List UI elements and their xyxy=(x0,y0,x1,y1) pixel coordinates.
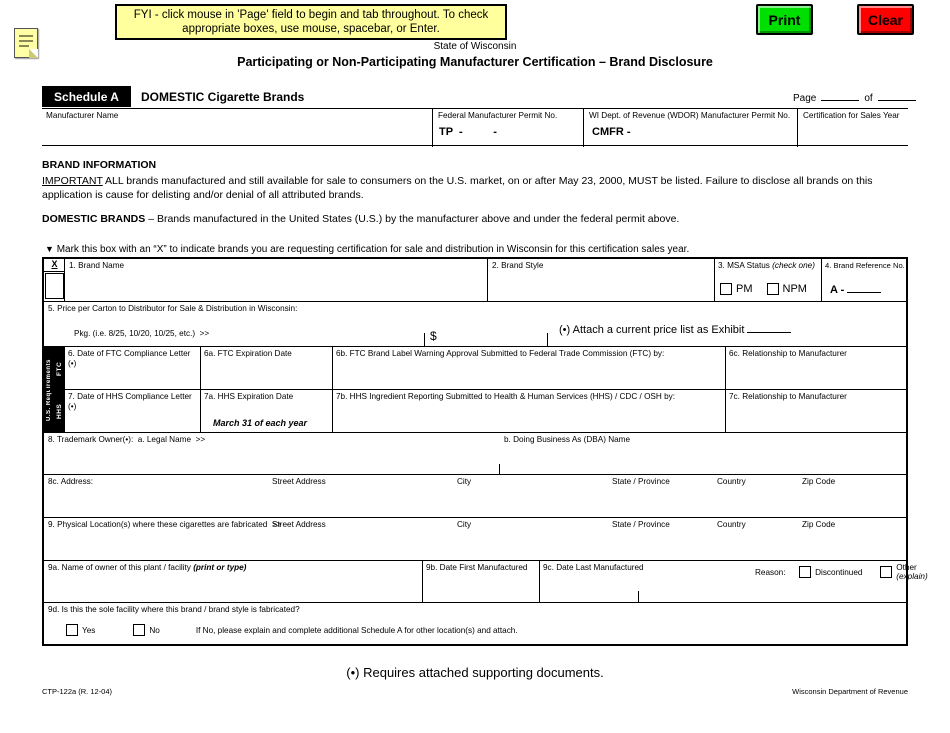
ftc-date-field[interactable] xyxy=(65,347,200,390)
price-field[interactable] xyxy=(434,329,544,344)
sole-facility-row xyxy=(44,603,906,644)
brand-ref-value xyxy=(830,282,881,296)
zip-label: Zip Code xyxy=(802,520,836,529)
date-first-mfd-label: 9b. Date First Manufactured xyxy=(426,563,528,572)
field-tick xyxy=(547,333,548,346)
physical-location-row[interactable] xyxy=(44,518,906,561)
discontinued-checkbox[interactable] xyxy=(799,566,811,578)
attach-price-list-note: (•) Attach a current price list as Exhibit xyxy=(559,322,791,336)
page-indicator xyxy=(793,90,916,104)
yes-checkbox[interactable] xyxy=(66,624,78,636)
date-last-mfd-cell[interactable] xyxy=(539,561,928,603)
pm-checkbox[interactable] xyxy=(720,283,732,295)
dba-label: b. Doing Business As (DBA) Name xyxy=(504,435,631,444)
plant-owner-row xyxy=(44,561,928,603)
city-label: City xyxy=(457,520,472,529)
brand-ref-cell xyxy=(821,259,906,302)
ftc-row xyxy=(44,347,906,390)
country-label: Country xyxy=(717,520,746,529)
physical-location-label: 9. Physical Location(s) where these cigarettes are fabricated >> xyxy=(48,520,282,529)
no-checkbox[interactable] xyxy=(133,624,145,636)
domestic-brands-label: DOMESTIC BRANDS xyxy=(42,213,146,225)
sole-facility-options xyxy=(66,624,518,636)
no-label: No xyxy=(149,625,160,635)
other-explain-note: (explain) xyxy=(896,572,928,581)
date-last-mfd-label: 9c. Date Last Manufactured xyxy=(543,563,644,572)
npm-label: NPM xyxy=(782,283,807,295)
sales-year-label: Certification for Sales Year xyxy=(803,111,900,120)
plant-owner-field[interactable] xyxy=(44,561,422,603)
page-label: Page xyxy=(793,93,817,104)
print-button[interactable] xyxy=(756,4,813,35)
agency-name: Wisconsin Department of Revenue xyxy=(792,687,908,696)
hhs-row xyxy=(44,390,906,433)
mark-instruction-text: Mark this box with an “X” to indicate brands you are requesting certification for sale and distribution in Wisconsin for this certification sales year. xyxy=(56,244,690,255)
other-checkbox[interactable] xyxy=(880,566,892,578)
fyi-banner xyxy=(115,4,507,40)
state-label: State / Province xyxy=(612,520,670,529)
print-label: Print xyxy=(768,11,801,28)
wdor-permit-label: WI Dept. of Revenue (WDOR) Manufacturer Permit No. xyxy=(589,111,791,120)
zip-label: Zip Code xyxy=(802,477,836,486)
state-label: State / Province xyxy=(612,477,670,486)
wdor-permit-prefix: CMFR - xyxy=(592,126,631,138)
if-no-text: If No, please explain and complete additional Schedule A for other location(s) and attach. xyxy=(195,625,518,635)
us-requirements-label: U.S. Requirements xyxy=(46,359,52,421)
brand-ref-field[interactable] xyxy=(847,282,881,293)
street-label: Street Address xyxy=(272,520,326,529)
clear-button[interactable] xyxy=(857,4,914,35)
reason-options xyxy=(755,563,934,581)
x-mark-checkbox[interactable] xyxy=(45,273,64,299)
yes-label: Yes xyxy=(82,625,96,635)
page-number-field[interactable] xyxy=(821,90,859,101)
note-line xyxy=(19,35,33,37)
of-label: of xyxy=(864,93,873,104)
state-heading: State of Wisconsin xyxy=(433,41,517,52)
street-label: Street Address xyxy=(272,477,326,486)
hhs-ingredient-label: 7b. HHS Ingredient Reporting Submitted to Health & Human Services (HHS) / CDC / OSH by: xyxy=(336,392,676,401)
dollar-sign: $ xyxy=(430,329,437,343)
brand-row xyxy=(44,259,906,302)
ftc-expiration-label: 6a. FTC Expiration Date xyxy=(204,349,292,358)
mark-instruction xyxy=(45,244,689,255)
field-tick xyxy=(638,591,639,603)
note-text: Requires attached supporting documents. xyxy=(363,665,604,680)
fyi-text: FYI - click mouse in 'Page' field to begin and tab throughout. To check appropriate boxes, use mouse, spacebar, or Enter. xyxy=(133,8,489,35)
msa-status-label: 3. MSA Status (check one) xyxy=(718,261,815,270)
hhs-date-field[interactable] xyxy=(65,390,200,433)
address-label: 8c. Address: xyxy=(48,477,94,486)
ftc-relationship-field[interactable] xyxy=(725,347,906,390)
domestic-brands-text: – Brands manufactured in the United States (U.S.) by the manufacturer above and under the federal permit above. xyxy=(148,213,680,225)
discontinued-label: Discontinued xyxy=(815,567,863,577)
brand-info-heading: BRAND INFORMATION xyxy=(42,159,157,171)
form-id: CTP-122a (R. 12-04) xyxy=(42,687,113,696)
domestic-brands-line xyxy=(42,213,912,225)
hhs-relationship-label: 7c. Relationship to Manufacturer xyxy=(729,392,847,401)
trademark-owner-label: 8. Trademark Owner(•): a. Legal Name >> xyxy=(48,435,206,444)
sole-facility-label: 9d. Is this the sole facility where this brand / brand style is fabricated? xyxy=(48,605,300,614)
manufacturer-name-label: Manufacturer Name xyxy=(46,111,119,120)
clear-label: Clear xyxy=(867,11,904,28)
hhs-relationship-field[interactable] xyxy=(725,390,906,433)
city-label: City xyxy=(457,477,472,486)
brand-ref-label: 4. Brand Reference No. xyxy=(825,261,905,270)
page-title: Participating or Non-Participating Manufacturer Certification – Brand Disclosure xyxy=(237,55,713,69)
manufacturer-header-table xyxy=(42,108,908,146)
schedule-a-badge: Schedule A xyxy=(42,86,131,107)
msa-options xyxy=(720,283,807,295)
country-label: Country xyxy=(717,477,746,486)
x-column-header: X xyxy=(44,259,65,272)
note-prefix: (•) xyxy=(346,665,360,680)
field-tick xyxy=(499,464,500,475)
date-first-mfd-field[interactable] xyxy=(422,561,539,603)
msa-status-cell xyxy=(714,259,821,302)
pkg-label: Pkg. (i.e. 8/25, 10/20, 10/25, etc.) >> xyxy=(74,329,210,338)
down-arrow-icon: ▼ xyxy=(45,244,54,254)
trademark-owner-row[interactable] xyxy=(44,433,906,475)
brand-style-field[interactable] xyxy=(487,259,714,302)
schedule-title: DOMESTIC Cigarette Brands xyxy=(141,90,305,104)
sales-year-field[interactable] xyxy=(797,109,908,147)
page-total-field[interactable] xyxy=(878,90,916,101)
brand-table xyxy=(42,257,928,646)
ftc-expiration-field[interactable] xyxy=(200,347,332,390)
important-paragraph xyxy=(42,175,912,202)
federal-permit-prefix: TP - - xyxy=(439,126,497,138)
owner-address-row[interactable] xyxy=(44,475,906,518)
price-row xyxy=(44,302,906,347)
manufacturer-name-field[interactable] xyxy=(42,109,432,147)
hhs-expiration-note: March 31 of each year xyxy=(213,418,308,428)
federal-permit-label: Federal Manufacturer Permit No. xyxy=(438,111,558,120)
print-or-type-note: (print or type) xyxy=(193,563,247,572)
ftc-date-label: 6. Date of FTC Compliance Letter (•) xyxy=(68,349,191,368)
exhibit-field[interactable] xyxy=(747,322,791,333)
ftc-strip-label: FTC xyxy=(56,361,63,376)
brand-name-label: 1. Brand Name xyxy=(69,261,125,270)
brand-name-field[interactable] xyxy=(65,259,487,302)
msa-check-one: (check one) xyxy=(772,261,815,270)
npm-checkbox[interactable] xyxy=(767,283,779,295)
other-label: Other (explain) xyxy=(896,563,928,581)
pm-label: PM xyxy=(736,283,753,295)
hhs-strip-label: HHS xyxy=(56,403,63,420)
hhs-date-label: 7. Date of HHS Compliance Letter (•) xyxy=(68,392,192,411)
ftc-relationship-label: 6c. Relationship to Manufacturer xyxy=(729,349,847,358)
ftc-warning-field[interactable] xyxy=(332,347,725,390)
important-text: ALL brands manufactured and still available for sale to consumers on the U.S. market, on or after May 23, 2000, MUST be listed. Failure to disclose all brands on this application is cause for delisting and/or denial of all attributed brands. xyxy=(42,175,873,201)
hhs-ingredient-field[interactable] xyxy=(332,390,725,433)
federal-permit-field[interactable] xyxy=(432,109,583,147)
brand-ref-prefix: A - xyxy=(830,284,845,296)
price-label: 5. Price per Carton to Distributor for Sale & Distribution in Wisconsin: xyxy=(48,304,298,313)
field-tick xyxy=(424,333,425,346)
supporting-docs-note xyxy=(0,665,950,680)
hhs-expiration-field[interactable] xyxy=(200,390,332,433)
brand-style-label: 2. Brand Style xyxy=(492,261,544,270)
important-label: IMPORTANT xyxy=(42,175,103,187)
x-mark-column xyxy=(44,259,65,302)
reason-label: Reason: xyxy=(755,567,786,577)
ftc-warning-label: 6b. FTC Brand Label Warning Approval Submitted to Federal Trade Commission (FTC) by: xyxy=(336,349,665,358)
wdor-permit-field[interactable] xyxy=(583,109,797,147)
plant-owner-label: 9a. Name of owner of this plant / facility (print or type) xyxy=(48,563,247,572)
hhs-expiration-label: 7a. HHS Expiration Date xyxy=(204,392,294,401)
